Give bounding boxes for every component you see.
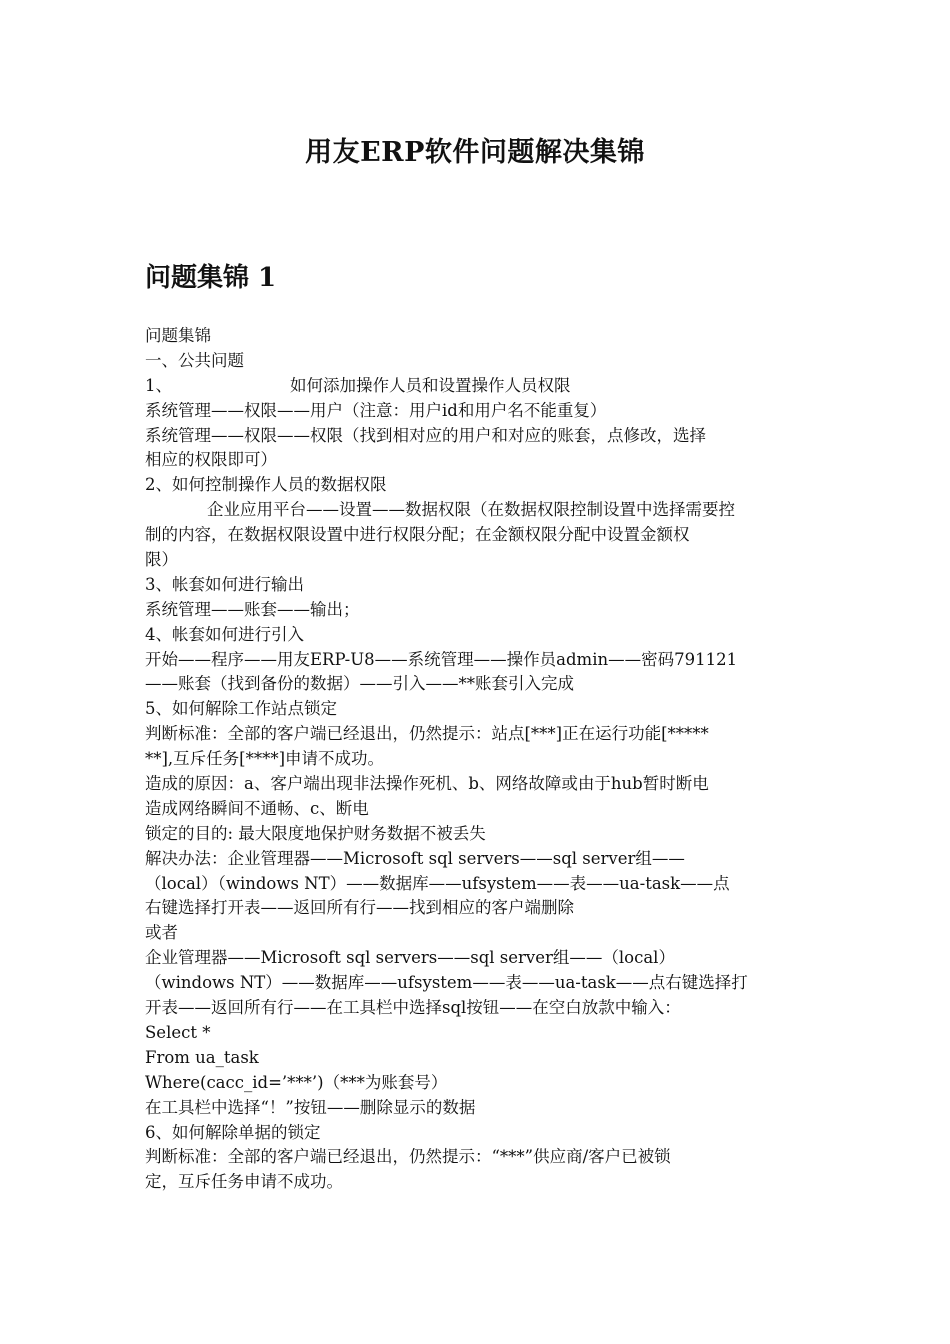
text-line: （local）（windows NT）——数据库——ufsystem——表——ua-task——点 <box>145 873 730 893</box>
text-line: 开始——程序——用友ERP-U8——系统管理——操作员admin——密码791121 <box>145 649 738 669</box>
text-line: 问题集锦 <box>145 326 211 345</box>
text-line: 6、如何解除单据的锁定 <box>145 1122 321 1142</box>
item-question: 如何添加操作人员和设置操作人员权限 <box>290 375 571 395</box>
code-line: From ua_task <box>145 1047 259 1067</box>
text-line: 2、如何控制操作人员的数据权限 <box>145 475 387 495</box>
text-line: 锁定的目的: 最大限度地保护财务数据不被丢失 <box>145 823 486 843</box>
text-line: 造成的原因：a、客户端出现非法操作死机、b、网络故障或由于hub暂时断电 <box>145 774 709 794</box>
text-line: 4、帐套如何进行引入 <box>145 624 304 644</box>
text-line: 企业管理器——Microsoft sql servers——sql server组——（local） <box>145 948 675 968</box>
text-line: 在工具栏中选择“！”按钮——删除显示的数据 <box>145 1097 476 1117</box>
text-line: 判断标准：全部的客户端已经退出，仍然提示：“***”供应商/客户已被锁 <box>145 1147 671 1167</box>
text-line: 或者 <box>145 923 178 943</box>
text-line: 3、帐套如何进行输出 <box>145 574 304 594</box>
text-line-numbered <box>145 374 810 399</box>
text-line: 5、如何解除工作站点锁定 <box>145 699 337 719</box>
code-line: Where(cacc_id=’***’)（***为账套号） <box>145 1072 448 1092</box>
text-line: 系统管理——账套——输出； <box>145 599 360 619</box>
body-text <box>145 324 810 1195</box>
text-line: （windows NT）——数据库——ufsystem——表——ua-task——点右键选择打 <box>145 973 748 993</box>
text-line: 相应的权限即可） <box>145 450 277 470</box>
text-line: 制的内容，在数据权限设置中进行权限分配；在金额权限分配中设置金额权 <box>145 525 690 545</box>
text-line: 解决办法：企业管理器——Microsoft sql servers——sql server组—— <box>145 848 685 868</box>
code-line: Select * <box>145 1022 211 1042</box>
text-line: 定，互斥任务申请不成功。 <box>145 1172 343 1192</box>
text-line: 开表——返回所有行——在工具栏中选择sql按钮——在空白放款中输入： <box>145 998 681 1018</box>
text-line: 判断标准：全部的客户端已经退出，仍然提示：站点[***]正在运行功能[***** <box>145 724 709 744</box>
text-line: **],互斥任务[****]申请不成功。 <box>145 749 385 769</box>
text-line-indented: 企业应用平台——设置——数据权限（在数据权限控制设置中选择需要控 <box>207 500 735 520</box>
text-line: ——账套（找到备份的数据）——引入——**账套引入完成 <box>145 674 574 694</box>
section-heading: 问题集锦 1 <box>145 263 277 293</box>
text-line: 右键选择打开表——返回所有行——找到相应的客户端删除 <box>145 898 574 918</box>
item-number: 1、 <box>145 375 172 395</box>
text-line: 限） <box>145 550 178 570</box>
text-line: 造成网络瞬间不通畅、c、断电 <box>145 798 369 818</box>
text-line: 一、公共问题 <box>145 350 244 370</box>
text-line: 系统管理——权限——用户（注意：用户id和用户名不能重复） <box>145 400 607 420</box>
document-title: 用友ERP软件问题解决集锦 <box>305 137 645 168</box>
text-line: 系统管理——权限——权限（找到相对应的用户和对应的账套，点修改，选择 <box>145 425 706 445</box>
